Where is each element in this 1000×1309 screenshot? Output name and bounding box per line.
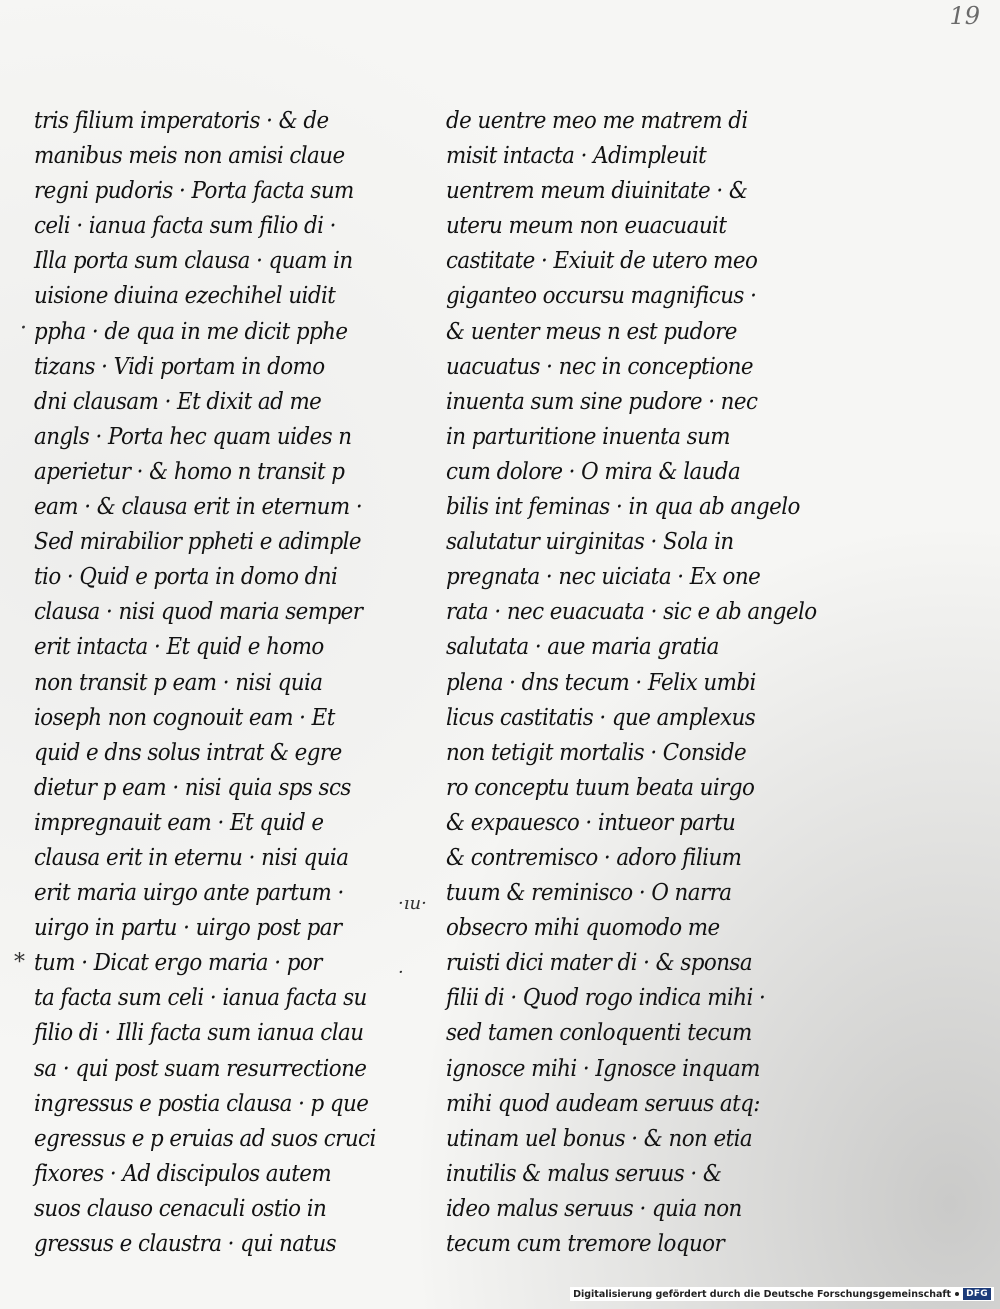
text-line: ignosce mihi · Ignosce inquam	[446, 1055, 760, 1082]
text-line: non tetigit mortalis · Conside	[446, 739, 747, 766]
text-line: dni clausam · Et dixit ad me	[34, 388, 322, 415]
text-line: de uentre meo me matrem di	[446, 108, 748, 134]
text-line: uacuatus · nec in conceptione	[446, 353, 753, 380]
text-line: Illa porta sum clausa · quam in	[34, 248, 353, 275]
text-line: ideo malus seruus · quia non	[446, 1195, 742, 1222]
text-line: ppha · de qua in me dicit pphe	[34, 318, 348, 345]
text-line: uentrem meum diuinitate · &	[446, 178, 748, 205]
text-line: cum dolore · O mira & lauda	[446, 458, 741, 485]
text-line: tio · Quid e porta in domo dni	[34, 564, 338, 591]
margin-mark: *	[14, 950, 25, 975]
text-line: sa · qui post suam resurrectione	[34, 1055, 367, 1082]
text-line: quid e dns solus intrat & egre	[34, 739, 342, 766]
text-line: manibus meis non amisi claue	[34, 143, 345, 170]
text-line: bilis int feminas · in qua ab angelo	[446, 494, 800, 521]
text-line: inutilis & malus seruus · &	[446, 1160, 722, 1187]
funding-text: Digitalisierung gefördert durch die Deutsche Forschungsgemeinschaft	[573, 1288, 952, 1300]
text-line: & contremisco · adoro filium	[446, 844, 742, 871]
text-line: ro conceptu tuum beata uirgo	[446, 774, 755, 801]
folio-number: 19	[949, 2, 980, 30]
margin-mark: ·	[20, 316, 27, 341]
text-line: dietur p eam · nisi quia sps scs	[34, 774, 351, 801]
text-line: uteru meum non euacuauit	[446, 213, 727, 240]
text-line: clausa · nisi quod maria semper	[34, 599, 363, 626]
text-line: fixores · Ad discipulos autem	[34, 1160, 332, 1187]
text-line: utinam uel bonus · & non etia	[446, 1125, 753, 1152]
text-line: salutatur uirginitas · Sola in	[446, 529, 734, 556]
text-line: tecum cum tremore loquor	[446, 1231, 725, 1257]
right-text-column	[446, 104, 821, 1262]
text-line: suos clauso cenaculi ostio in	[34, 1195, 327, 1222]
text-line: inuenta sum sine pudore · nec	[446, 388, 758, 415]
text-line: erit maria uirgo ante partum ·	[34, 880, 344, 907]
text-line: & uenter meus n est pudore	[446, 318, 737, 345]
text-line: angls · Porta hec quam uides n	[34, 423, 352, 450]
text-line: rata · nec euacuata · sic e ab angelo	[446, 599, 817, 626]
text-line: ruisti dici mater di · & sponsa	[446, 950, 753, 977]
text-line: Sed mirabilior ppheti e adimple	[34, 529, 362, 556]
dfg-logo: DFG	[963, 1288, 991, 1300]
text-line: tris filium imperatoris · & de	[34, 108, 329, 134]
text-line: castitate · Exiuit de utero meo	[446, 248, 758, 275]
text-line: salutata · aue maria gratia	[446, 634, 719, 661]
text-line: clausa erit in eternu · nisi quia	[34, 844, 349, 871]
text-line: non transit p eam · nisi quia	[34, 669, 323, 696]
left-text-column	[34, 104, 394, 1262]
text-line: tuum & reminisco · O narra	[446, 880, 732, 907]
text-line: in parturitione inuenta sum	[446, 423, 731, 450]
text-line: mihi quod audeam seruus atq:	[446, 1090, 760, 1117]
text-line: & expauesco · intueor partu	[446, 809, 736, 836]
text-line: filii di · Quod rogo indica mihi ·	[446, 985, 766, 1012]
text-line: tum · Dicat ergo maria · por	[34, 950, 322, 977]
text-line: erit intacta · Et quid e homo	[34, 634, 324, 661]
text-line: ioseph non cognouit eam · Et	[34, 704, 335, 731]
text-line: gressus e claustra · qui natus	[34, 1231, 337, 1257]
text-line: plena · dns tecum · Felix umbi	[446, 669, 756, 696]
text-line: uisione diuina ezechihel uidit	[34, 283, 336, 310]
text-line: celi · ianua facta sum filio di ·	[34, 213, 336, 240]
funding-footer	[570, 1287, 994, 1301]
text-line: uirgo in partu · uirgo post par	[34, 915, 342, 942]
text-line: filio di · Illi facta sum ianua clau	[34, 1020, 364, 1047]
text-line: egressus e p eruias ad suos cruci	[34, 1125, 376, 1152]
margin-gloss: ·ıu·	[398, 893, 427, 914]
text-line: misit intacta · Adimpleuit	[446, 143, 707, 170]
text-line: obsecro mihi quomodo me	[446, 915, 720, 942]
text-line: sed tamen conloquenti tecum	[446, 1020, 752, 1047]
text-line: regni pudoris · Porta facta sum	[34, 178, 354, 205]
text-line: pregnata · nec uiciata · Ex one	[446, 564, 761, 591]
text-line: aperietur · & homo n transit p	[34, 458, 345, 485]
text-line: eam · & clausa erit in eternum ·	[34, 494, 363, 521]
text-line: giganteo occursu magnificus ·	[446, 283, 757, 310]
text-line: ta facta sum celi · ianua facta su	[34, 985, 367, 1012]
text-line: licus castitatis · que amplexus	[446, 704, 756, 731]
text-line: impregnauit eam · Et quid e	[34, 809, 324, 836]
bullet-icon	[955, 1292, 959, 1296]
text-line: tizans · Vidi portam in domo	[34, 353, 325, 380]
margin-mark: ·	[398, 962, 404, 983]
text-line: ingressus e postia clausa · p que	[34, 1090, 369, 1117]
